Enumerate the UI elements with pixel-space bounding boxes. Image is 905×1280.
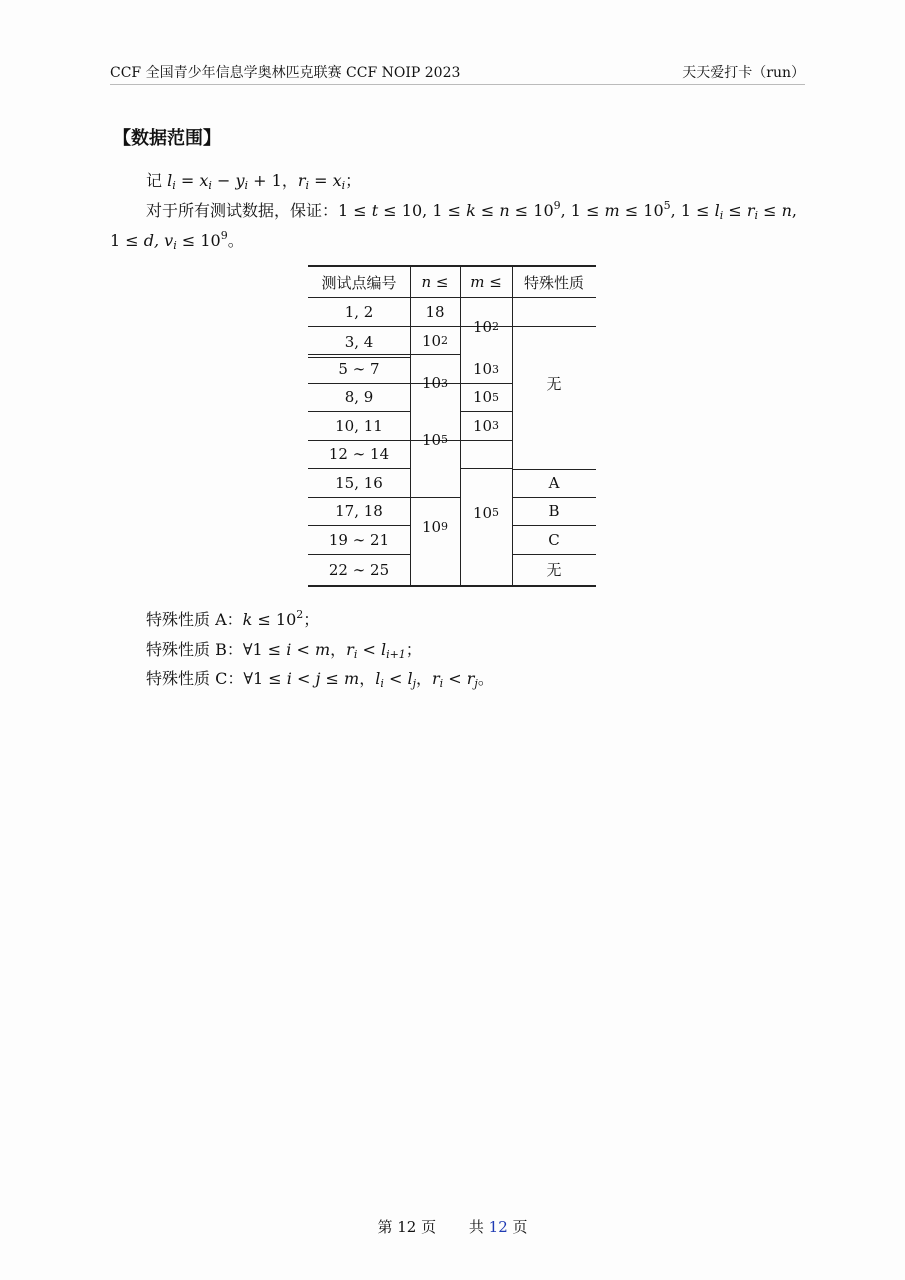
header-contest-title: CCF 全国青少年信息学奥林匹克联赛 CCF NOIP 2023: [110, 65, 461, 81]
n-limit: 10 5: [421, 430, 449, 449]
testcase-id: 10, 11: [335, 416, 383, 435]
n-limit: 10 2: [421, 331, 449, 350]
testcase-id: 3, 4: [344, 332, 374, 351]
section-title: 【数据范围】: [113, 128, 221, 149]
header-problem-name: 天天爱打卡（run）: [682, 65, 805, 81]
special-property: 无: [546, 561, 562, 579]
constraint-prefix: 对于所有测试数据，保证：: [146, 201, 339, 220]
header-property: 特殊性质: [523, 273, 584, 292]
special-property: A: [548, 474, 560, 492]
header-m: m ≤: [470, 273, 502, 291]
property-a-line: 特殊性质 A：$k \le 10^2$；: [146, 608, 320, 629]
m-limit: 10 5: [472, 503, 500, 522]
n-limit: 18: [425, 303, 445, 321]
property-a-label: 特殊性质 A：: [146, 610, 243, 629]
special-property: C: [548, 530, 560, 549]
subtask-table: [308, 265, 596, 587]
header-n: n ≤: [421, 273, 449, 291]
m-limit: 10 5: [472, 388, 500, 406]
header-id: 测试点编号: [321, 273, 397, 292]
testcase-id: 17, 18: [335, 502, 383, 520]
testcase-id: 12 ∼ 14: [328, 445, 390, 463]
property-c-label: 特殊性质 C：: [146, 669, 244, 688]
special-property: 无: [546, 375, 562, 393]
n-limit: 10 9: [421, 517, 449, 536]
page-number: 第 12 页: [377, 1218, 437, 1236]
page-footer: [0, 1216, 905, 1237]
m-limit: 10 3: [472, 360, 500, 378]
testcase-id: 22 ∼ 25: [328, 560, 390, 579]
page-header: [110, 62, 805, 85]
property-b-label: 特殊性质 B：: [146, 640, 243, 659]
constraint-line-cont: 1 ≤ d, $v_i \le 10^9$。: [110, 229, 244, 252]
m-limit: 10 3: [472, 416, 500, 435]
testcase-id: 8, 9: [344, 388, 374, 406]
n-limit: 10 3: [421, 374, 449, 392]
m-limit: 10 2: [472, 317, 500, 336]
special-property: B: [548, 502, 560, 520]
definition-prefix: 记: [146, 171, 168, 190]
definition-line: 记 $l_i = x_i - y_i + 1$，$r_i = x_i$；: [146, 171, 362, 192]
testcase-id: 19 ∼ 21: [328, 530, 390, 549]
testcase-id: 15, 16: [335, 473, 383, 492]
property-b-line: 特殊性质 B：∀1 ≤ i < m，$r_i < l_{i+1}$；: [146, 640, 422, 661]
property-c-line: 特殊性质 C：∀1 ≤ i < j ≤ m，$l_i < l_j$，$r_i < r_j$。: [146, 669, 494, 690]
page-total: 共 12 页: [468, 1218, 528, 1236]
testcase-id: 5 ∼ 7: [338, 360, 380, 378]
constraint-line: 对于所有测试数据，保证：1 ≤ t ≤ 10, $1 \le k \le n \le 10^9$, $1 \le m \le 10^5$, $1 \le l_i \le r_i \le n$,: [146, 199, 797, 222]
constraint-end: 。: [227, 231, 244, 250]
testcase-id: 1, 2: [344, 303, 374, 321]
